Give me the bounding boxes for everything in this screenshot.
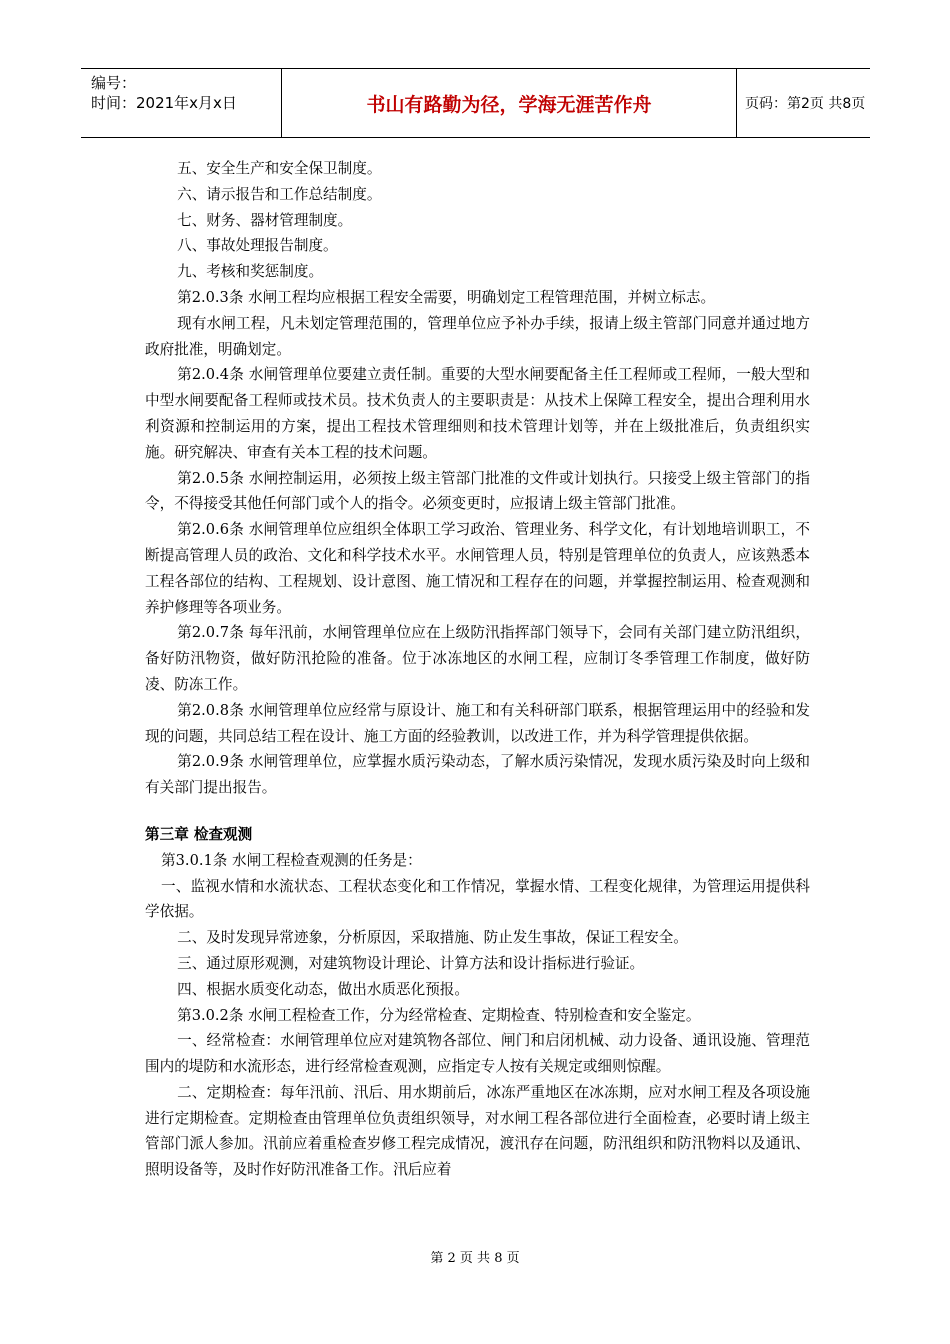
clause-3-0-2: 第3.0.2条 水闸工程检查工作，分为经常检查、定期检查、特别检查和安全鉴定。 — [177, 1006, 701, 1024]
document-body — [145, 156, 810, 1183]
paragraph: 三、通过原形观测，对建筑物设计理论、计算方法和设计指标进行验证。 — [177, 954, 645, 972]
paragraph: 一、经常检查：水闸管理单位应对建筑物各部位、闸门和启闭机械、动力设备、通讯设施、管理范围内的堤防和水流形态，进行经常检查观测，应指定专人按有关规定或细则惊醒。 — [145, 1032, 810, 1076]
page-header — [81, 68, 870, 138]
paragraph: 二、定期检查：每年汛前、汛后、用水期前后，冰冻严重地区在冰冻期，应对水闸工程及各项设施进行定期检查。定期检查由管理单位负责组织领导，对水闸工程各部位进行全面检查，必要时请上级主管部门派人参加。汛前应着重检查岁修工程完成情况，渡汛存在问题，防汛组织和防汛物料以及通讯、照明设备等，及时作好防汛准备工作。汛后应着 — [145, 1083, 810, 1179]
header-page-info: 页码：第2页 共8页 — [745, 96, 866, 112]
page-footer: 第 2 页 共 8 页 — [430, 1251, 520, 1266]
section-spacer — [145, 801, 810, 822]
clause-2-0-5: 第2.0.5条 水闸控制运用，必须按上级主管部门批准的文件或计划执行。只接受上级主管部门的指令，不得接受其他任何部门或个人的指令。必须变更时，应报请上级主管部门批准。 — [145, 469, 810, 513]
paragraph: 八、事故处理报告制度。 — [177, 237, 338, 255]
header-motto-cell — [282, 69, 737, 137]
paragraph: 二、及时发现异常迹象，分析原因，采取措施、防止发生事故，保证工程安全。 — [177, 929, 688, 947]
paragraph: 六、请示报告和工作总结制度。 — [177, 185, 382, 203]
paragraph: 现有水闸工程，凡未划定管理范围的，管理单位应予补办手续，报请上级主管部门同意并通过地方政府批准，明确划定。 — [145, 314, 810, 358]
motto-text: 书山有路勤为径，学海无涯苦作舟 — [366, 93, 652, 116]
document-number-label: 编号： — [91, 74, 137, 92]
document-date: 时间：2021年x月x日 — [91, 94, 237, 112]
header-page-cell — [737, 69, 870, 137]
paragraph: 九、考核和奖惩制度。 — [177, 263, 324, 281]
clause-2-0-3: 第2.0.3条 水闸工程均应根据工程安全需要，明确划定工程管理范围，并树立标志。 — [177, 288, 716, 306]
clause-2-0-7: 第2.0.7条 每年汛前，水闸管理单位应在上级防汛指挥部门领导下，会同有关部门建立防汛组织，备好防汛物资，做好防汛抢险的准备。位于冰冻地区的水闸工程，应制订冬季管理工作制度，做好防凌、防冻工作。 — [145, 624, 810, 693]
clause-2-0-6: 第2.0.6条 水闸管理单位应组织全体职工学习政治、管理业务、科学文化，有计划地培训职工，不断提高管理人员的政治、文化和科学技术水平。水闸管理人员，特别是管理单位的负责人，应该熟悉本工程各部位的结构、工程规划、设计意图、施工情况和工程存在的问题，并掌握控制运用、检查观测和养护修理等各项业务。 — [145, 521, 810, 616]
paragraph: 七、财务、器材管理制度。 — [177, 211, 353, 229]
header-info-cell — [81, 69, 282, 137]
paragraph: 一、监视水情和水流状态、工程状态变化和工作情况，掌握水情、工程变化规律，为管理运用提供科学依据。 — [145, 877, 810, 921]
paragraph: 四、根据水质变化动态，做出水质恶化预报。 — [177, 980, 469, 998]
clause-3-0-1: 第3.0.1条 水闸工程检查观测的任务是： — [161, 851, 422, 869]
chapter-heading: 第三章 检查观测 — [145, 825, 253, 843]
clause-2-0-8: 第2.0.8条 水闸管理单位应经常与原设计、施工和有关科研部门联系，根据管理运用中的经验和发现的问题，共同总结工程在设计、施工方面的经验教训，以改进工作，并为科学管理提供依据。 — [145, 701, 810, 745]
clause-2-0-9: 第2.0.9条 水闸管理单位，应掌握水质污染动态，了解水质污染情况，发现水质污染及时向上级和有关部门提出报告。 — [145, 753, 810, 797]
paragraph: 五、安全生产和安全保卫制度。 — [177, 160, 382, 177]
clause-2-0-4: 第2.0.4条 水闸管理单位要建立责任制。重要的大型水闸要配备主任工程师或工程师，一般大型和中型水闸要配备工程师或技术员。技术负责人的主要职责是：从技术上保障工程安全，提出合理利用水利资源和控制运用的方案，提出工程技术管理细则和技术管理计划等，并在上级批准后，负责组织实施。研究解决、审查有关本工程的技术问题。 — [145, 366, 810, 461]
